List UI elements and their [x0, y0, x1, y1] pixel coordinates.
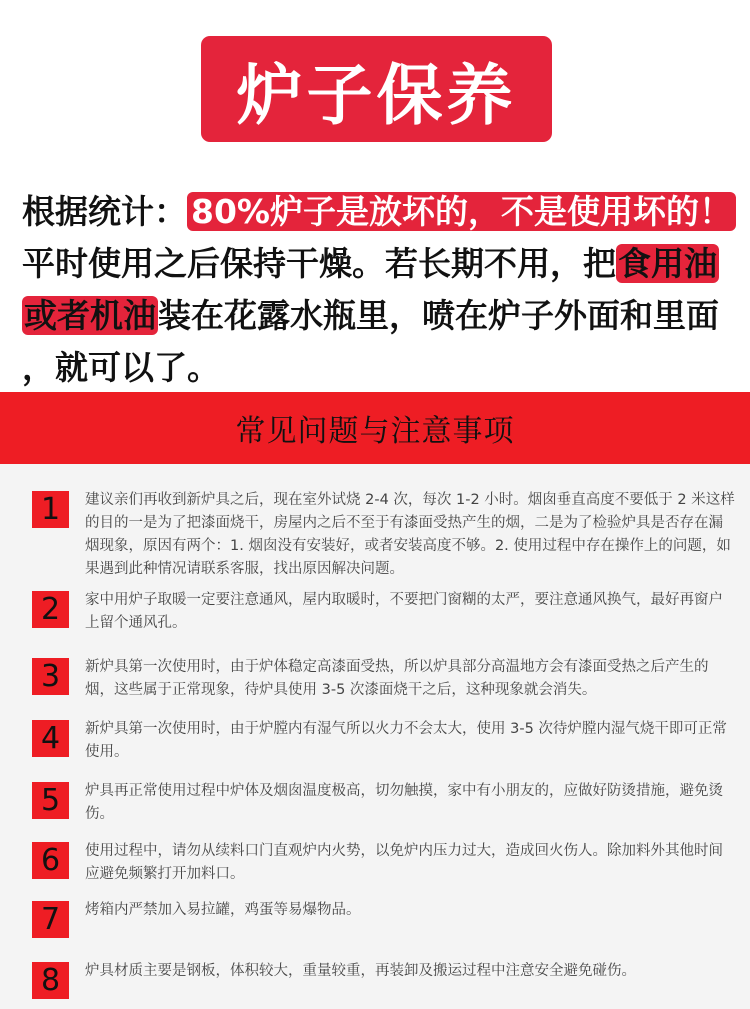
intro-highlight: 80%炉子是放坏的，不是使用坏的！ — [187, 192, 736, 231]
faq-item-number: 7 — [32, 901, 69, 938]
faq-item-text: 建议亲们再收到新炉具之后，现在室外试烧 2-4 次，每次 1-2 小时。烟囱垂直高度不要低于 2 米这样的目的一是为了把漆面烧干，房屋内之后不至于有漆面受热产生的烟，二是为了检验炉具是否存在漏烟现象，原因有两个：1. 烟囱没有安装好，或者安装高度不够。2. 使用过程中存在操作上的问题，如果遇到此种情况请联系客服，找出原因解决问题。 — [85, 492, 735, 577]
faq-item-number: 3 — [32, 658, 69, 695]
intro-line4-text: ，就可以了。 — [22, 348, 220, 387]
intro-prefix: 根据统计： — [22, 192, 187, 231]
faq-item-number: 1 — [32, 491, 69, 528]
intro-block — [22, 186, 734, 394]
intro-line2-text: 平时使用之后保持干燥。若长期不用，把 — [22, 244, 616, 283]
faq-item-text: 烤箱内严禁加入易拉罐，鸡蛋等易爆物品。 — [85, 902, 361, 918]
faq-item-number: 8 — [32, 962, 69, 999]
page-title: 炉子保养 — [236, 56, 517, 134]
faq-item-number: 2 — [32, 591, 69, 628]
faq-item-number: 6 — [32, 842, 69, 879]
faq-item-number: 5 — [32, 782, 69, 819]
intro-line-2 — [22, 238, 734, 290]
faq-item-text: 炉具再正常使用过程中炉体及烟囱温度极高，切勿触摸，家中有小朋友的，应做好防烫措施，避免烫伤。 — [85, 783, 723, 822]
faq-item-text: 使用过程中，请勿从续料口门直观炉内火势，以免炉内压力过大，造成回火伤人。除加料外其他时间应避免频繁打开加料口。 — [85, 843, 723, 882]
faq-item-text: 炉具材质主要是钢板，体积较大，重量较重，再装卸及搬运过程中注意安全避免碰伤。 — [85, 963, 636, 979]
title-banner — [201, 36, 552, 142]
intro-highlight-oil: 食用油 — [618, 244, 717, 283]
faq-panel — [0, 464, 750, 1009]
intro-line3-text: 装在花露水瓶里，喷在炉子外面和里面 — [158, 296, 719, 335]
faq-header — [0, 392, 750, 464]
faq-item-number: 4 — [32, 720, 69, 757]
faq-item-text: 新炉具第一次使用时，由于炉体稳定高漆面受热，所以炉具部分高温地方会有漆面受热之后产生的烟，这些属于正常现象，待炉具使用 3-5 次漆面烧干之后，这种现象就会消失。 — [85, 659, 709, 698]
intro-line-3 — [22, 290, 734, 342]
faq-item-text: 新炉具第一次使用时，由于炉膛内有湿气所以火力不会太大，使用 3-5 次待炉膛内湿气烧干即可正常使用。 — [85, 721, 727, 760]
faq-item-text: 家中用炉子取暖一定要注意通风，屋内取暖时，不要把门窗糊的太严，要注意通风换气，最好再窗户上留个通风孔。 — [85, 592, 723, 631]
intro-highlight-engine-oil: 或者机油 — [24, 296, 156, 335]
intro-line-4 — [22, 342, 734, 394]
faq-heading: 常见问题与注意事项 — [235, 414, 515, 449]
intro-line-1 — [22, 186, 734, 238]
